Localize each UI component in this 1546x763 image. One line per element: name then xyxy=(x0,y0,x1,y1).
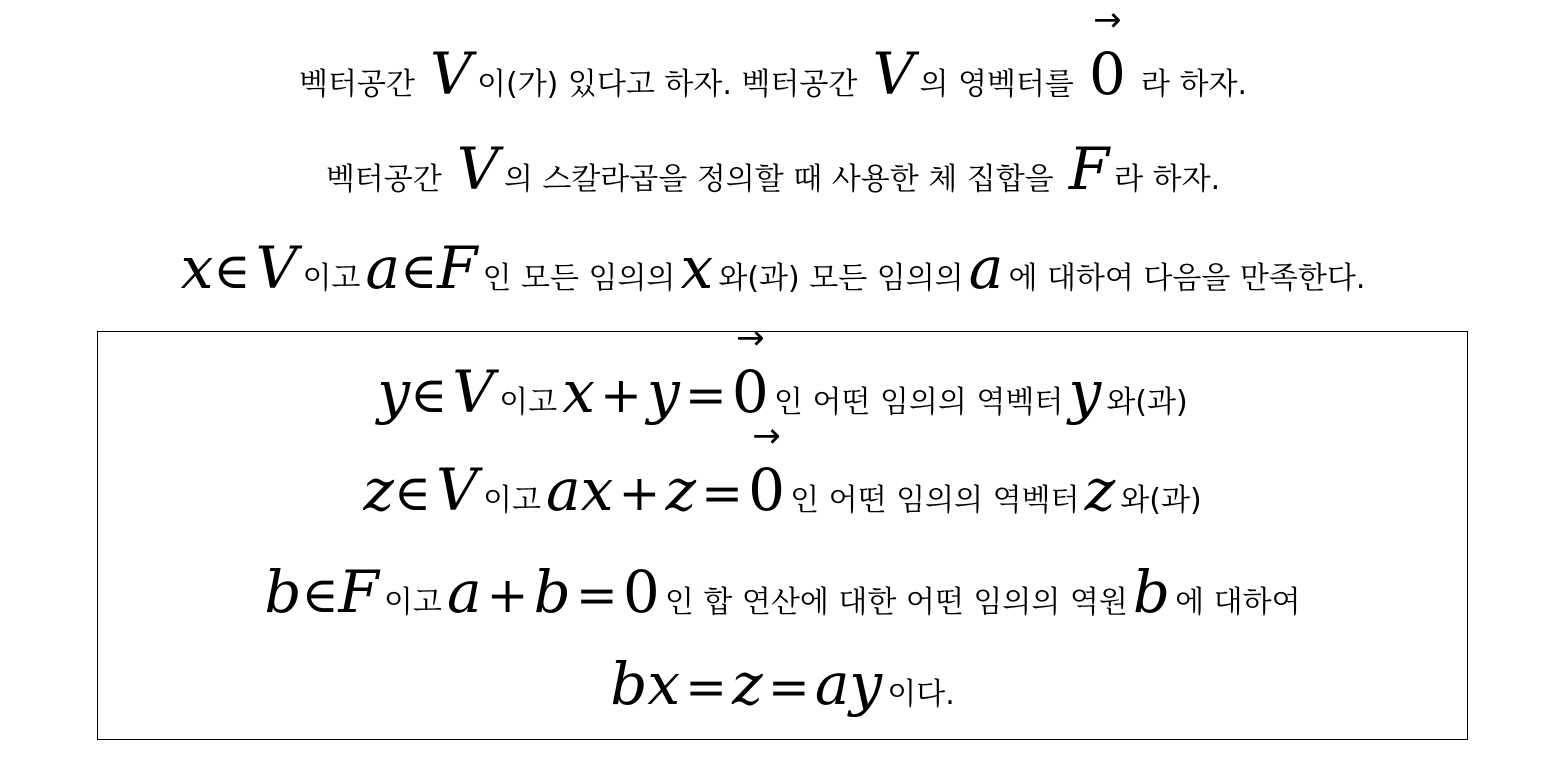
math-symbol: y xyxy=(377,358,411,426)
intro-line-2 xyxy=(0,135,1546,203)
zero: 0 xyxy=(622,558,660,626)
text: 와(과) xyxy=(1120,483,1202,518)
text: 벡터공간 xyxy=(299,67,415,102)
element-of: ∈ xyxy=(301,566,339,624)
plus-sign: + xyxy=(618,464,661,522)
math-symbol: b xyxy=(1132,558,1171,626)
element-of: ∈ xyxy=(213,242,251,300)
box-row-1 xyxy=(98,358,1467,426)
math-symbol: F xyxy=(437,234,478,302)
box-row-4 xyxy=(98,650,1467,718)
element-of: ∈ xyxy=(410,366,448,424)
text: 라 하자. xyxy=(1140,67,1247,102)
equals-sign: = xyxy=(767,658,810,716)
math-symbol: y xyxy=(647,358,680,426)
text: 벡터공간 xyxy=(325,162,442,197)
text: 에 대하여 다음을 만족한다. xyxy=(1008,261,1366,296)
element-of: ∈ xyxy=(400,242,438,300)
math-symbol: bx xyxy=(610,650,681,718)
math-symbol: a xyxy=(365,234,401,302)
math-symbol: ax xyxy=(546,456,614,524)
math-symbol: V xyxy=(452,358,495,426)
math-symbol: V xyxy=(872,40,915,108)
element-of: ∈ xyxy=(393,464,431,522)
math-symbol: y xyxy=(1068,358,1102,426)
text: 와(과) 모든 임의의 xyxy=(718,261,964,296)
math-symbol: F xyxy=(338,558,379,626)
math-symbol: x xyxy=(562,358,595,426)
text: 인 어떤 임의의 역벡터 xyxy=(790,483,1080,518)
math-symbol: a xyxy=(446,558,482,626)
text: 이고 xyxy=(302,261,361,296)
math-symbol: V xyxy=(456,135,499,203)
equals-sign: = xyxy=(685,658,728,716)
intro-line-1 xyxy=(0,40,1546,108)
text: 이고 xyxy=(383,585,442,620)
zero-vector: → 0 xyxy=(732,358,769,426)
math-symbol: ay xyxy=(814,650,883,718)
equals-sign: = xyxy=(575,566,618,624)
text: 이(가) 있다고 하자. 벡터공간 xyxy=(477,67,858,102)
math-symbol: F xyxy=(1068,135,1110,203)
text: 인 어떤 임의의 역벡터 xyxy=(773,385,1064,420)
equals-sign: = xyxy=(701,464,743,522)
intro-line-3 xyxy=(0,234,1546,302)
math-symbol: z xyxy=(732,650,763,718)
math-symbol: z xyxy=(363,456,394,524)
plus-sign: + xyxy=(486,566,529,624)
box-row-2 xyxy=(98,456,1467,524)
condition-box xyxy=(97,331,1468,740)
math-symbol: a xyxy=(968,234,1004,302)
zero-vector: → 0 xyxy=(748,456,785,524)
text: 라 하자. xyxy=(1114,162,1221,197)
math-symbol: V xyxy=(255,234,298,302)
math-symbol: V xyxy=(430,40,472,108)
math-symbol: b xyxy=(264,558,302,626)
math-symbol: b xyxy=(533,558,571,626)
equals-sign: = xyxy=(684,366,727,424)
math-symbol: V xyxy=(436,456,478,524)
text: 인 합 연산에 대한 어떤 임의의 역원 xyxy=(664,585,1128,620)
math-symbol: z xyxy=(665,456,696,524)
math-symbol: z xyxy=(1084,456,1116,524)
plus-sign: + xyxy=(600,366,642,424)
math-symbol: x xyxy=(180,234,214,302)
math-symbol: x xyxy=(680,234,714,302)
text: 의 스칼라곱을 정의할 때 사용한 체 집합을 xyxy=(503,162,1054,197)
text: 와(과) xyxy=(1106,385,1188,420)
text: 이고 xyxy=(499,385,558,420)
text: 이다. xyxy=(887,677,955,712)
zero-vector: → 0 xyxy=(1089,40,1126,108)
text: 에 대하여 xyxy=(1175,585,1301,620)
text: 인 모든 임의의 xyxy=(482,261,676,296)
box-row-3 xyxy=(98,558,1467,626)
text: 이고 xyxy=(482,483,541,518)
text: 의 영벡터를 xyxy=(919,67,1074,102)
